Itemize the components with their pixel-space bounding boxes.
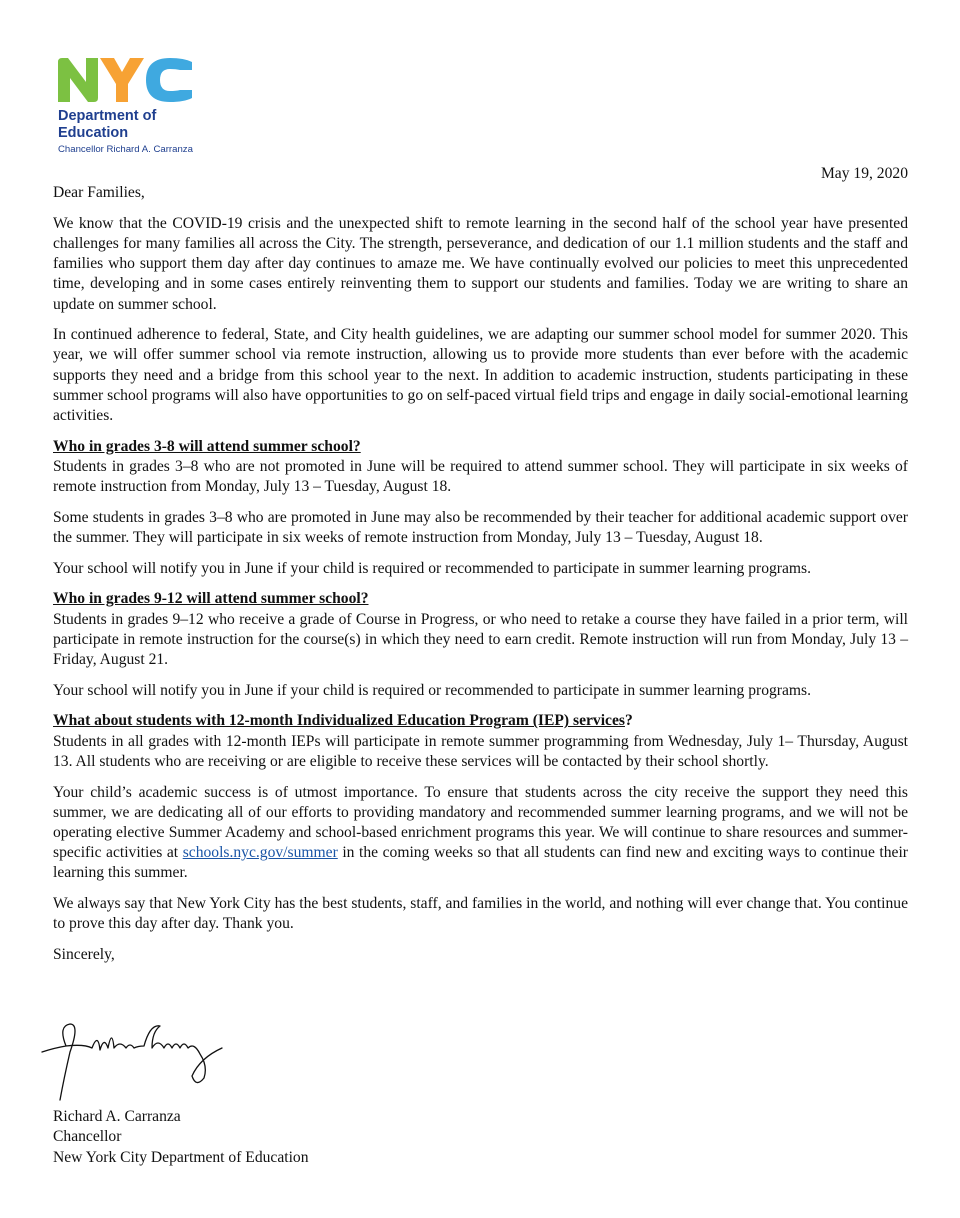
logo-chancellor-line: Chancellor Richard A. Carranza (58, 144, 193, 155)
heading-iep: What about students with 12-month Individualized Education Program (IEP) services (53, 712, 625, 730)
summer-resources-link[interactable]: schools.nyc.gov/summer (182, 844, 338, 862)
paragraph-academic-success-text-end: in the coming weeks so that all students can find new and exciting ways to continue their learning this summer. (53, 844, 908, 882)
handwritten-signature (40, 1018, 225, 1102)
paragraph-grades-3-8-required: Students in grades 3–8 who are not promoted in June will be required to attend summer school. They will participate in six weeks of remote instruction from Monday, July 13 – Tuesday, August 18. (53, 457, 908, 496)
paragraph-intro: We know that the COVID-19 crisis and the unexpected shift to remote learning in the second half of the school year have presented challenges for many families all across the City. The strength, perseverance, and dedication of our 1.1 million students and the staff and families who support them day after day continues to amaze me. We have continually evolved our policies to meet this unprecedented time, developing and in some cases entirely reinventing them to support our students and families. Today we are writing to share an update on summer school. (53, 214, 908, 313)
paragraph-iep: Students in all grades with 12-month IEPs will participate in remote summer programming from Wednesday, July 1– Thursday, August 13. All students who are receiving or are eligible to receive these services will be contacted by their school shortly. (53, 732, 908, 770)
nyc-logo-mark (58, 58, 198, 104)
nyc-doe-logo (58, 58, 258, 158)
paragraph-notify-1: Your school will notify you in June if your child is required or recommended to participate in summer learning programs. (53, 559, 812, 577)
signatory-title: Chancellor (53, 1128, 122, 1146)
closing: Sincerely, (53, 946, 115, 963)
heading-iep-question-mark: ? (624, 712, 633, 730)
section-iep (53, 711, 908, 772)
paragraph-closing-remarks: We always say that New York City has the best students, staff, and families in the world, and nothing will ever change that. You continue to prove this day after day. Thank you. (53, 895, 908, 933)
paragraph-notify-2: Your school will notify you in June if your child is required or recommended to participate in summer learning programs. (53, 681, 812, 699)
signatory-name: Richard A. Carranza (53, 1108, 181, 1125)
paragraph-grades-9-12: Students in grades 9–12 who receive a grade of Course in Progress, or who need to retake a course they have failed in a prior term, will participate in remote instruction for the course(s) in which they need to earn credit. Remote instruction will run from Monday, July 13 –Friday, August 21. (53, 610, 908, 669)
salutation: Dear Families, (53, 184, 145, 201)
logo-department-name (58, 108, 178, 142)
heading-grades-3-8: Who in grades 3-8 will attend summer school? (53, 437, 361, 455)
paragraph-academic-success (53, 783, 908, 884)
heading-grades-9-12: Who in grades 9-12 will attend summer school? (53, 590, 369, 608)
section-grades-3-8 (53, 437, 908, 498)
paragraph-grades-3-8-recommended: Some students in grades 3–8 who are promoted in June may also be recommended by their teacher for additional academic support over the summer. They will participate in six weeks of remote instruction from Monday, July 13 – Tuesday, August 18. (53, 508, 908, 547)
letter-body (53, 183, 908, 976)
signatory-organization: New York City Department of Education (53, 1148, 309, 1166)
paragraph-summer-model: In continued adherence to federal, State, and City health guidelines, we are adapting our summer school model for summer 2020. This year, we will offer summer school via remote instruction, allowing us to provide more students than ever before with the academic supports they need and a bridge from this school year to the next. In addition to academic instruction, students participating in these summer school programs will also have opportunities to go on self-paced virtual field trips and engage in daily social-emotional learning activities. (53, 326, 908, 425)
signature-block (53, 1107, 309, 1168)
section-grades-9-12 (53, 589, 908, 670)
logo-department-text: Department of Education (58, 108, 157, 141)
letter-date: May 19, 2020 (820, 165, 908, 182)
paragraph-academic-success-text: Your child’s academic success is of utmost importance. To ensure that students across the city receive the support they need this summer, we are dedicating all of our efforts to providing mandatory and recommended summer learning programs, and we will not be operating elective Summer Academy and school-based enrichment programs this year. We will continue to share resources and summer-specific activities at (53, 783, 908, 862)
